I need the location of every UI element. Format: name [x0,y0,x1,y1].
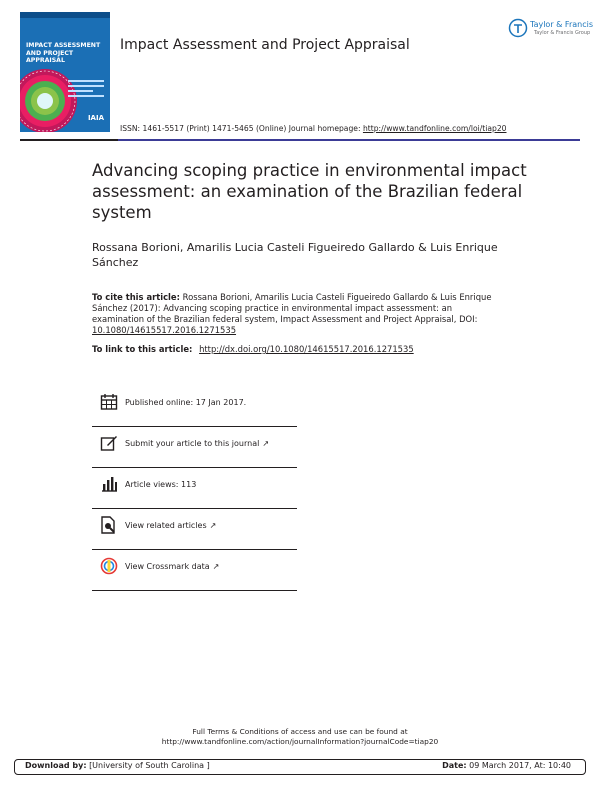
journal-homepage-link[interactable]: http://www.tandfonline.com/loi/tiap20 [362,124,507,133]
cover-title [26,42,108,65]
cover-top-band [20,12,110,18]
cover-text-lines [68,80,104,100]
document-search-icon [100,516,118,534]
downloaded-by-label: Download by: [25,761,87,770]
crossmark-link[interactable] [125,562,219,571]
cite-text: Rossana Borioni, Amarilis Lucia Casteli Figueiredo Gallardo & Luis Enrique Sánchez (2017): Advancing scoping practice in environmental impact assessment: an examination of the Brazilian federal system, Impact Assessment and Project Appraisal, DOI: [92,292,492,324]
issn-text: ISSN: 1461-5517 (Print) 1471-5465 (Online) Journal homepage: [120,124,361,133]
downloaded-by-value: [University of South Carolina ] [89,761,210,770]
journal-title[interactable]: Impact Assessment and Project Appraisal [120,37,410,53]
published-row [92,386,297,427]
crossmark-icon [100,557,118,575]
related-articles-label: View related articles [125,521,207,530]
download-date [442,761,571,770]
download-date-value: 09 March 2017, At: 10:40 [469,761,571,770]
related-articles-row[interactable] [92,509,297,550]
external-link-icon: ↗ [209,521,217,530]
header-divider-accent [118,139,580,141]
article-link-line [92,344,414,354]
journal-cover-image [20,12,110,132]
crossmark-label: View Crossmark data [125,562,210,571]
terms-url[interactable]: http://www.tandfonline.com/action/journalInformation?journalCode=tiap20 [161,737,439,746]
row-divider [92,590,297,591]
cite-label: To cite this article: [92,292,180,302]
issn-line [120,124,507,133]
submit-article-link[interactable] [125,439,269,448]
article-title: Advancing scoping practice in environmental impact assessment: an examination of the Brazilian federal system [92,161,527,222]
terms-notice [0,727,600,747]
edit-icon [100,434,118,452]
terms-line1: Full Terms & Conditions of access and use can be found at [192,727,408,736]
calendar-icon [100,393,118,411]
article-views-label: Article views: 113 [125,480,197,489]
publisher-logo[interactable] [508,18,593,40]
crossmark-row[interactable] [92,550,297,591]
bar-chart-icon [100,475,118,493]
article-doi-link[interactable]: http://dx.doi.org/10.1080/14615517.2016.1271535 [199,344,414,354]
submit-article-row[interactable] [92,427,297,468]
publisher-logo-icon [508,18,528,38]
downloaded-by [25,761,210,770]
external-link-icon: ↗ [212,562,220,571]
citation-block [92,292,502,336]
submit-article-label: Submit your article to this journal [125,439,260,448]
cover-title-line2: AND PROJECT APPRAISAL [26,49,74,64]
published-label: Published online: 17 Jan 2017. [125,398,247,407]
publisher-sub: Taylor & Francis Group [534,30,591,36]
external-link-icon: ↗ [262,439,270,448]
publisher-name: Taylor & Francis [530,20,593,29]
article-views-row [92,468,297,509]
cover-title-line1: IMPACT ASSESSMENT [26,42,101,49]
cover-iaia-logo: IAIA [87,114,104,122]
download-info-bar [14,759,586,775]
cite-doi-link[interactable]: 10.1080/14615517.2016.1271535 [92,325,237,335]
download-date-label: Date: [442,761,467,770]
related-articles-link[interactable] [125,521,216,530]
article-authors: Rossana Borioni, Amarilis Lucia Casteli Figueiredo Gallardo & Luis Enrique Sánchez [92,241,498,269]
link-label: To link to this article: [92,344,193,354]
